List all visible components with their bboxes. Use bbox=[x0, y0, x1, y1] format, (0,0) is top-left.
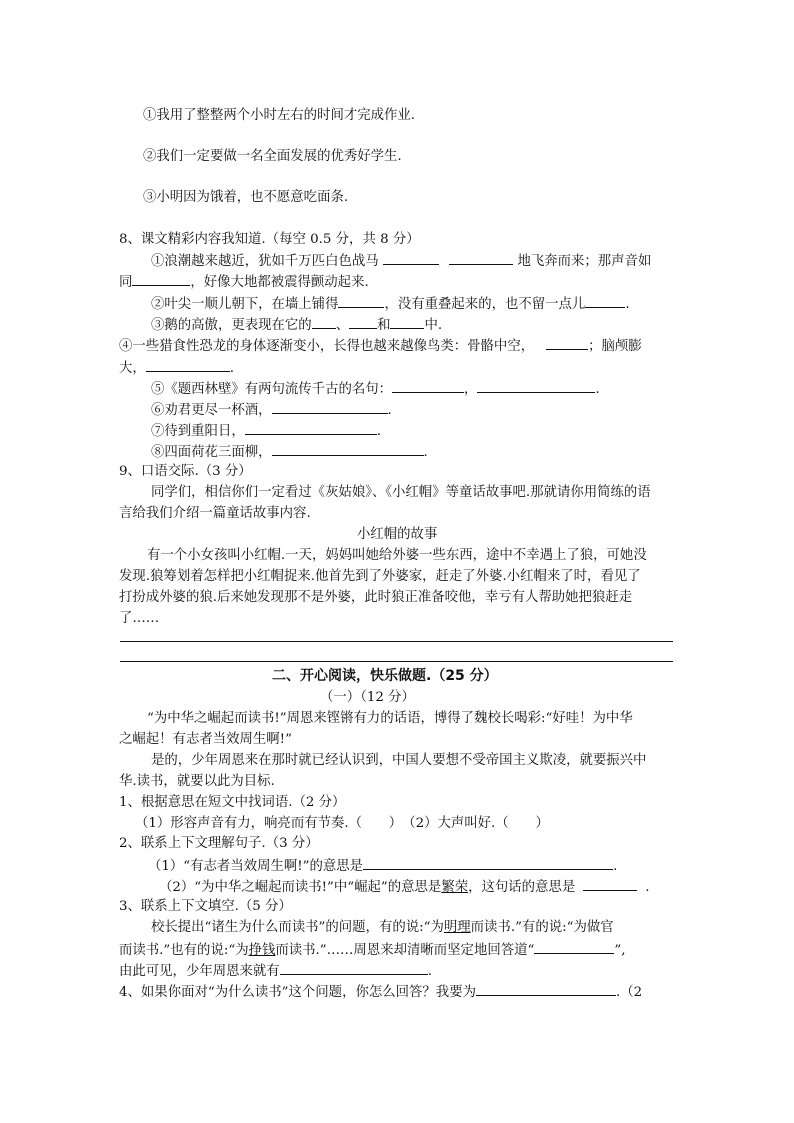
q8-l1-text-b: 地飞奔而来；那声音如 bbox=[517, 254, 652, 269]
blank[interactable] bbox=[392, 379, 464, 393]
passage-line-4: 华.读书，就要以此为目标. bbox=[119, 774, 275, 789]
q8-line-8 bbox=[151, 400, 392, 420]
passage-line-3: 是的，少年周恩来在那时就已经认识到，中国人要想不受帝国主义欺凌，就要振兴中 bbox=[151, 753, 647, 768]
rq3-end: . bbox=[427, 964, 432, 979]
rq3-text-4: 而读书.”……周恩来却清晰而坚定地回答道“ bbox=[275, 943, 535, 958]
underlined-word: 明理 bbox=[443, 920, 471, 935]
blank[interactable] bbox=[383, 251, 439, 265]
rq2-item-2 bbox=[159, 877, 650, 897]
rq3-text-1: 校长提出“诸生为什么而读书”的问题，有的说:“为 bbox=[151, 920, 444, 935]
q8-l4-sep: 、 bbox=[335, 318, 350, 333]
q8-line-4 bbox=[151, 315, 442, 335]
blank[interactable] bbox=[534, 940, 614, 954]
q8-l4-text: ③鹅的高傲，更表现在它的 bbox=[151, 318, 312, 333]
q8-l3-text: ②叶尖一顺儿朝下，在墙上铺得 bbox=[151, 297, 339, 312]
q8-l1-text: ①浪潮越来越近，犹如千万匹白色战马 bbox=[151, 254, 379, 269]
q8-l9-end: . bbox=[376, 424, 381, 439]
blank[interactable] bbox=[146, 358, 230, 372]
sentence-1: ①我用了整整两个小时左右的时间才完成作业. bbox=[143, 108, 416, 123]
rq4-text: 4、如果你面对“为什么读书”这个问题，你怎么回答？我要为 bbox=[119, 985, 476, 1000]
q8-l3-end: . bbox=[625, 297, 630, 312]
blank[interactable] bbox=[312, 315, 336, 329]
q9-title: 9、口语交际.（3 分） bbox=[119, 464, 252, 479]
story-title: 小红帽的故事 bbox=[357, 527, 438, 542]
blank[interactable] bbox=[280, 961, 428, 975]
rq1-items: （1）形容声音有力，响亮而有节奏.（ ） （2）大声叫好.（ ） bbox=[135, 816, 549, 831]
rq2-item-2-text: （2）“为中华之崛起而读书!”中“崛起”的意思是 bbox=[159, 880, 442, 895]
part2-heading: 二、开心阅读，快乐做题.（25 分） bbox=[272, 668, 498, 684]
q8-l10-end: . bbox=[423, 445, 428, 460]
q8-line-9 bbox=[151, 421, 381, 441]
rq3-text-3: 而读书.”也有的说:“为 bbox=[119, 943, 249, 958]
story-line-2: 发现.狼筹划着怎样把小红帽捉来.他首先到了外婆家，赶走了外婆.小红帽来了时，看见了 bbox=[119, 569, 641, 584]
blank[interactable] bbox=[338, 294, 384, 308]
blank[interactable] bbox=[349, 315, 377, 329]
part2-subheading: （一）（12 分） bbox=[320, 690, 415, 705]
answer-line[interactable] bbox=[120, 661, 673, 662]
rq4-end: .（2 bbox=[615, 985, 643, 1000]
rq3-title: 3、联系上下文填空.（5 分） bbox=[119, 899, 292, 914]
blank[interactable] bbox=[272, 400, 388, 414]
blank[interactable] bbox=[363, 856, 613, 870]
passage-line-2: 之崛起！有志者当效周生啊!” bbox=[119, 732, 292, 747]
q8-l5-text-b: ；脑颅膨 bbox=[588, 339, 642, 354]
q9-prompt-2: 言给我们介绍一篇童话故事内容. bbox=[119, 506, 311, 521]
blank[interactable] bbox=[476, 982, 616, 996]
blank[interactable] bbox=[546, 336, 588, 350]
rq2-item-1-end: . bbox=[613, 859, 618, 874]
underlined-word: 挣钱 bbox=[248, 943, 276, 958]
q8-l7-end: . bbox=[595, 382, 600, 397]
rq2-item-2-text-b: ，这句话的意思是 bbox=[468, 880, 576, 895]
q8-l2-text-b: ，好像大地都被震得颤动起来. bbox=[190, 275, 369, 290]
answer-line[interactable] bbox=[120, 641, 673, 642]
rq3-text-2: 而读书.”有的说:“为做官 bbox=[470, 920, 614, 935]
rq1-title: 1、根据意思在短文中找词语.（2 分） bbox=[119, 795, 346, 810]
story-line-1: 有一个小女孩叫小红帽.一天，妈妈叫她给外婆一些东西，途中不幸遇上了狼，可她没 bbox=[147, 548, 647, 563]
blank[interactable] bbox=[132, 272, 190, 286]
blank[interactable] bbox=[272, 442, 424, 456]
q8-l6-end: . bbox=[229, 361, 235, 376]
passage-line-1: “为中华之崛起而读书!”周恩来铿锵有力的话语，博得了魏校长喝彩:“好哇！为中华 bbox=[147, 711, 633, 726]
q8-l4-end: 中. bbox=[424, 318, 443, 333]
q8-line-6 bbox=[119, 358, 234, 378]
rq2-item-2-end: . bbox=[645, 880, 650, 895]
q8-l9-text: ⑦待到重阳日， bbox=[151, 424, 245, 439]
q8-l5-text: ④一些猎食性恐龙的身体逐渐变小，长得也越来越像鸟类：骨骼中空， bbox=[119, 339, 535, 354]
blank[interactable] bbox=[583, 877, 637, 891]
q8-l7-sep: ， bbox=[464, 382, 478, 397]
rq3-line-2 bbox=[119, 940, 625, 960]
underlined-word: 繁荣 bbox=[441, 880, 469, 895]
story-line-4: 了…… bbox=[119, 611, 160, 626]
rq3-line-3 bbox=[119, 961, 432, 981]
blank[interactable] bbox=[390, 315, 424, 329]
q8-l8-text: ⑥劝君更尽一杯酒， bbox=[151, 403, 272, 418]
q8-line-5 bbox=[119, 336, 642, 356]
rq4-line bbox=[119, 982, 642, 1002]
q8-l7-text: ⑤《题西林壁》有两句流传千古的名句： bbox=[151, 382, 393, 397]
q8-l6-text: 大， bbox=[119, 361, 146, 376]
blank[interactable] bbox=[449, 251, 513, 265]
blank[interactable] bbox=[245, 421, 377, 435]
blank[interactable] bbox=[585, 294, 625, 308]
rq3-text-6: 由此可见，少年周恩来就有 bbox=[119, 964, 280, 979]
q8-title: 8、课文精彩内容我知道.（每空 0.5 分，共 8 分） bbox=[119, 232, 420, 247]
q8-line-2 bbox=[119, 272, 369, 292]
rq2-item-1-text: （1）“有志者当效周生啊!”的意思是 bbox=[148, 859, 364, 874]
rq2-item-1 bbox=[148, 856, 617, 876]
q8-l3-text-b: ，没有重叠起来的，也不留一点儿 bbox=[384, 297, 586, 312]
q8-line-10 bbox=[151, 442, 428, 462]
sentence-3: ③小明因为饿着，也不愿意吃面条. bbox=[143, 190, 349, 205]
q8-l4-and: 和 bbox=[377, 318, 391, 333]
q8-line-7 bbox=[151, 379, 600, 399]
rq3-line-1 bbox=[151, 919, 614, 937]
q8-l8-end: . bbox=[387, 403, 392, 418]
blank[interactable] bbox=[477, 379, 595, 393]
q8-line-1 bbox=[151, 251, 651, 271]
q9-prompt-1: 同学们，相信你们一定看过《灰姑娘》、《小红帽》等童话故事吧.那就请你用简练的语 bbox=[151, 485, 651, 500]
q8-l10-text: ⑧四面荷花三面柳， bbox=[151, 445, 272, 460]
story-line-3: 打扮成外婆的狼.后来她发现那不是外婆，此时狼正准备咬他，幸亏有人帮助她把狼赶走 bbox=[119, 590, 633, 605]
sentence-2: ②我们一定要做一名全面发展的优秀好学生. bbox=[143, 149, 402, 164]
rq2-title: 2、联系上下文理解句子.（3 分） bbox=[119, 836, 319, 851]
q8-l2-text: 同 bbox=[119, 275, 133, 290]
q8-line-3 bbox=[151, 294, 630, 314]
rq3-text-5: ”, bbox=[614, 943, 626, 958]
